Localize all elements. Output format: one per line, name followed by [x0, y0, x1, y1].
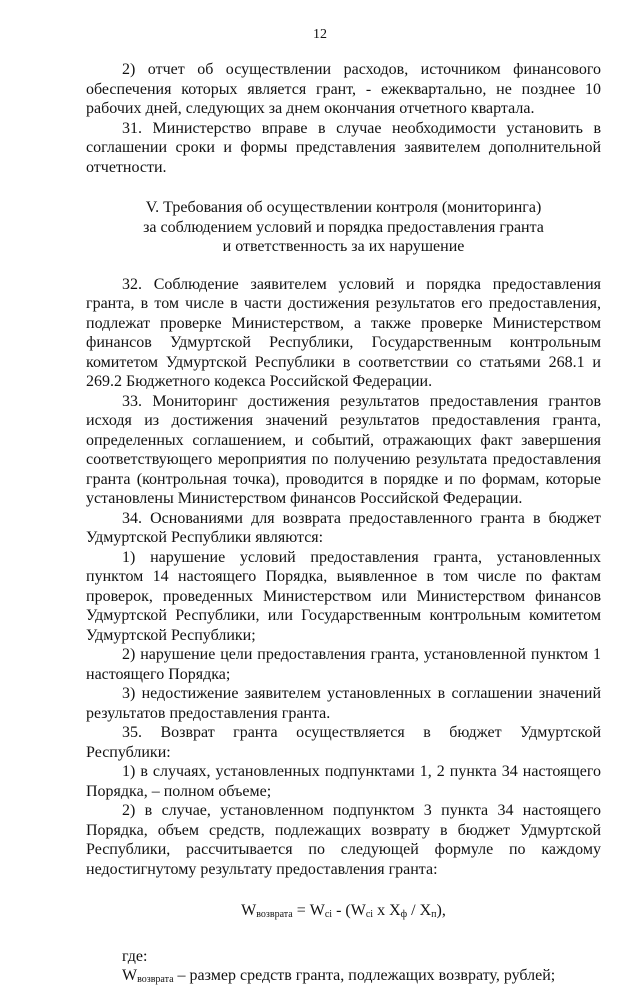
formula-x-2: X: [419, 902, 432, 919]
formula-minus-open: - (: [332, 902, 351, 919]
paragraph-34: 34. Основаниями для возврата предоставленного гранта в бюджет Удмуртской Республики являются:: [86, 509, 601, 546]
formula-w: W: [241, 902, 257, 919]
paragraph-35: 35. Возврат гранта осуществляется в бюджет Удмуртской Республики:: [86, 724, 601, 761]
formula-w-2: W: [309, 902, 325, 919]
formula-sub-ci-2: ci: [365, 909, 374, 920]
paragraph-35-item-1: 1) в случаях, установленных подпунктами 1, 2 пункта 34 настоящего Порядка, – полном объеме;: [86, 763, 601, 800]
formula-x: X: [389, 902, 401, 919]
formula-sub-return: возврата: [256, 909, 293, 920]
paragraph-34-item-2: 2) нарушение цели предоставления гранта, установленной пунктом 1 настоящего Порядка;: [86, 646, 601, 683]
return-formula: [86, 901, 601, 925]
paragraph-33: 33. Мониторинг достижения результатов предоставления грантов исходя из достижения значений результатов предоставления гранта, определенных соглашением, и событий, отражающих факт завершения соответствующего мероприятия по получению результата предоставления гранта (контрольная точка), проводится в порядке и по формам, которые установлены Министерством финансов Российской Федерации.: [86, 392, 601, 507]
formula-sub-ci: ci: [324, 909, 333, 920]
definition-w-return: [86, 966, 601, 990]
document-body: [86, 60, 601, 990]
where-label: где:: [122, 947, 148, 965]
section-heading-line-2: за соблюдением условий и порядка предоставления гранта: [143, 218, 544, 236]
paragraph-34-item-3: 3) недостижение заявителем установленных в соглашении значений результатов предоставления гранта.: [86, 685, 601, 722]
formula-sub-f: ф: [400, 909, 408, 920]
formula-slash: /: [407, 902, 420, 919]
paragraph-34-item-1: 1) нарушение условий предоставления гранта, установленных пунктом 14 настоящего Порядка, выявленное в том числе по фактам проверок, проведенных Министерством или Министерством финансов Удмуртской Республики, или Государственным контрольным комитетом Удмуртской Республики;: [86, 548, 601, 644]
section-heading: [86, 198, 601, 257]
definition-sub: возврата: [137, 974, 174, 985]
formula-close: ),: [436, 902, 446, 919]
paragraph-31: 31. Министерство вправе в случае необходимости установить в соглашении сроки и формы представления заявителем дополнительной отчетности.: [86, 119, 601, 176]
formula-w-3: W: [350, 902, 366, 919]
definition-w: W: [122, 967, 138, 984]
definition-text: – размер средств гранта, подлежащих возврату, рублей;: [173, 967, 556, 984]
formula-equals: =: [292, 902, 310, 919]
paragraph-35-item-2: 2) в случае, установленном подпунктом 3 пункта 34 настоящего Порядка, объем средств, подлежащих возврату в бюджет Удмуртской Республики, рассчитывается по следующей формуле по каждому недостигнутому результату предоставления гранта:: [86, 802, 601, 878]
section-heading-line-3: и ответственность за их нарушение: [222, 238, 465, 255]
paragraph-report-item-2: 2) отчет об осуществлении расходов, источником финансового обеспечения которых является грант, - ежеквартально, не позднее 10 рабочих дней, следующих за днем окончания отчетного квартала.: [86, 61, 601, 117]
formula-sub-p: п: [431, 909, 437, 920]
formula-times: x: [373, 902, 390, 919]
section-heading-line-1: V. Требования об осуществлении контроля (мониторинга): [145, 199, 542, 216]
page-number: 12: [313, 27, 327, 42]
paragraph-32: 32. Соблюдение заявителем условий и порядка предоставления гранта, в том числе в части достижения результатов его предоставления, подлежат проверке Министерством, а также проверке Министерством финансов Удмуртской Республики, Государственным контрольным комитетом Удмуртской Республики в соответствии со статьями 268.1 и 269.2 Бюджетного кодекса Российской Федерации.: [86, 275, 601, 390]
